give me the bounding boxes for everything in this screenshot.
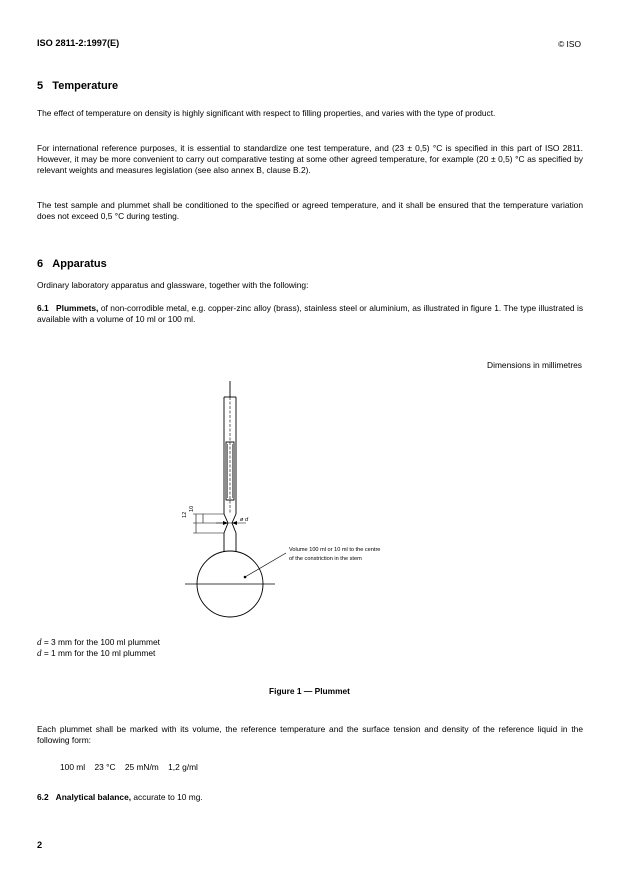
callout-text-line-1: Volume 100 ml or 10 ml to the centre xyxy=(289,547,381,553)
figure-note-2-variable: d xyxy=(37,648,42,658)
marking-intro: Each plummet shall be marked with its volume, the reference temperature and the surface tension and density of the reference liquid in the following form: xyxy=(37,724,583,745)
dim-12-label: 12 xyxy=(182,511,188,518)
section-6-title: Apparatus xyxy=(52,258,107,270)
clause-6-2 xyxy=(37,792,583,803)
figure-caption: Figure 1 — Plummet xyxy=(269,686,350,696)
callout-leader xyxy=(245,553,286,577)
section-5-title: Temperature xyxy=(52,80,119,92)
section-5-paragraph-3: The test sample and plummet shall be conditioned to the specified or agreed temperature, and it shall be ensured that the temperature variation does not exceed 0,5 °C during testing. xyxy=(37,200,583,221)
clause-6-2-number: 6.2 xyxy=(37,792,49,802)
figure-note-2-text: = 1 mm for the 10 ml plummet xyxy=(41,648,156,658)
marking-surface-tension: 25 mN/m xyxy=(124,762,159,772)
clause-6-1-title: Plummets, xyxy=(56,303,99,313)
figure-note-2 xyxy=(37,648,155,658)
document-id: ISO 2811-2:1997(E) xyxy=(37,38,120,48)
copyright-notice: © ISO xyxy=(558,39,581,49)
section-5-number: 5 xyxy=(37,80,44,92)
clause-6-2-text: accurate to 10 mg. xyxy=(131,792,203,802)
marking-example xyxy=(60,762,198,772)
figure-note-1-text: = 3 mm for the 100 ml plummet xyxy=(41,637,160,647)
figure-note-1-variable: d xyxy=(37,637,42,647)
clause-6-1-text: of non-corrodible metal, e.g. copper-zinc alloy (brass), stainless steel or aluminium, as illustrated in figure 1. The type illustrated is available with a volume of 10 ml or 100 ml. xyxy=(37,303,584,324)
clause-6-2-title: Analytical balance, xyxy=(55,792,132,802)
marking-volume: 100 ml xyxy=(60,762,86,772)
page-number: 2 xyxy=(37,840,43,850)
marking-density: 1,2 g/ml xyxy=(168,762,198,772)
dim-10-label: 10 xyxy=(189,505,195,512)
section-6-number: 6 xyxy=(37,258,44,270)
callout-dot xyxy=(244,576,247,579)
section-6-intro: Ordinary laboratory apparatus and glassware, together with the following: xyxy=(37,280,309,290)
callout-text-line-2: of the constriction in the stem xyxy=(289,556,362,562)
marking-temperature: 23 °C xyxy=(94,762,116,772)
section-5-paragraph-1: The effect of temperature on density is highly significant with respect to filling properties, and varies with the type of product. xyxy=(37,108,496,118)
section-5-paragraph-2: For international reference purposes, it is essential to standardize one test temperature, and (23 ± 0,5) °C is specified in this part of ISO 2811. However, it may be more convenient to carry out comparative testing at some other agreed temperature, for example (20 ± 0,5) °C as specified by relevant weights and measures legislation (see also annex B, clause B.2). xyxy=(37,143,583,175)
figure-note-1 xyxy=(37,637,160,647)
diameter-label: ø d xyxy=(240,517,249,523)
dimensions-note: Dimensions in millimetres xyxy=(487,360,582,370)
clause-6-1-number: 6.1 xyxy=(37,303,49,313)
